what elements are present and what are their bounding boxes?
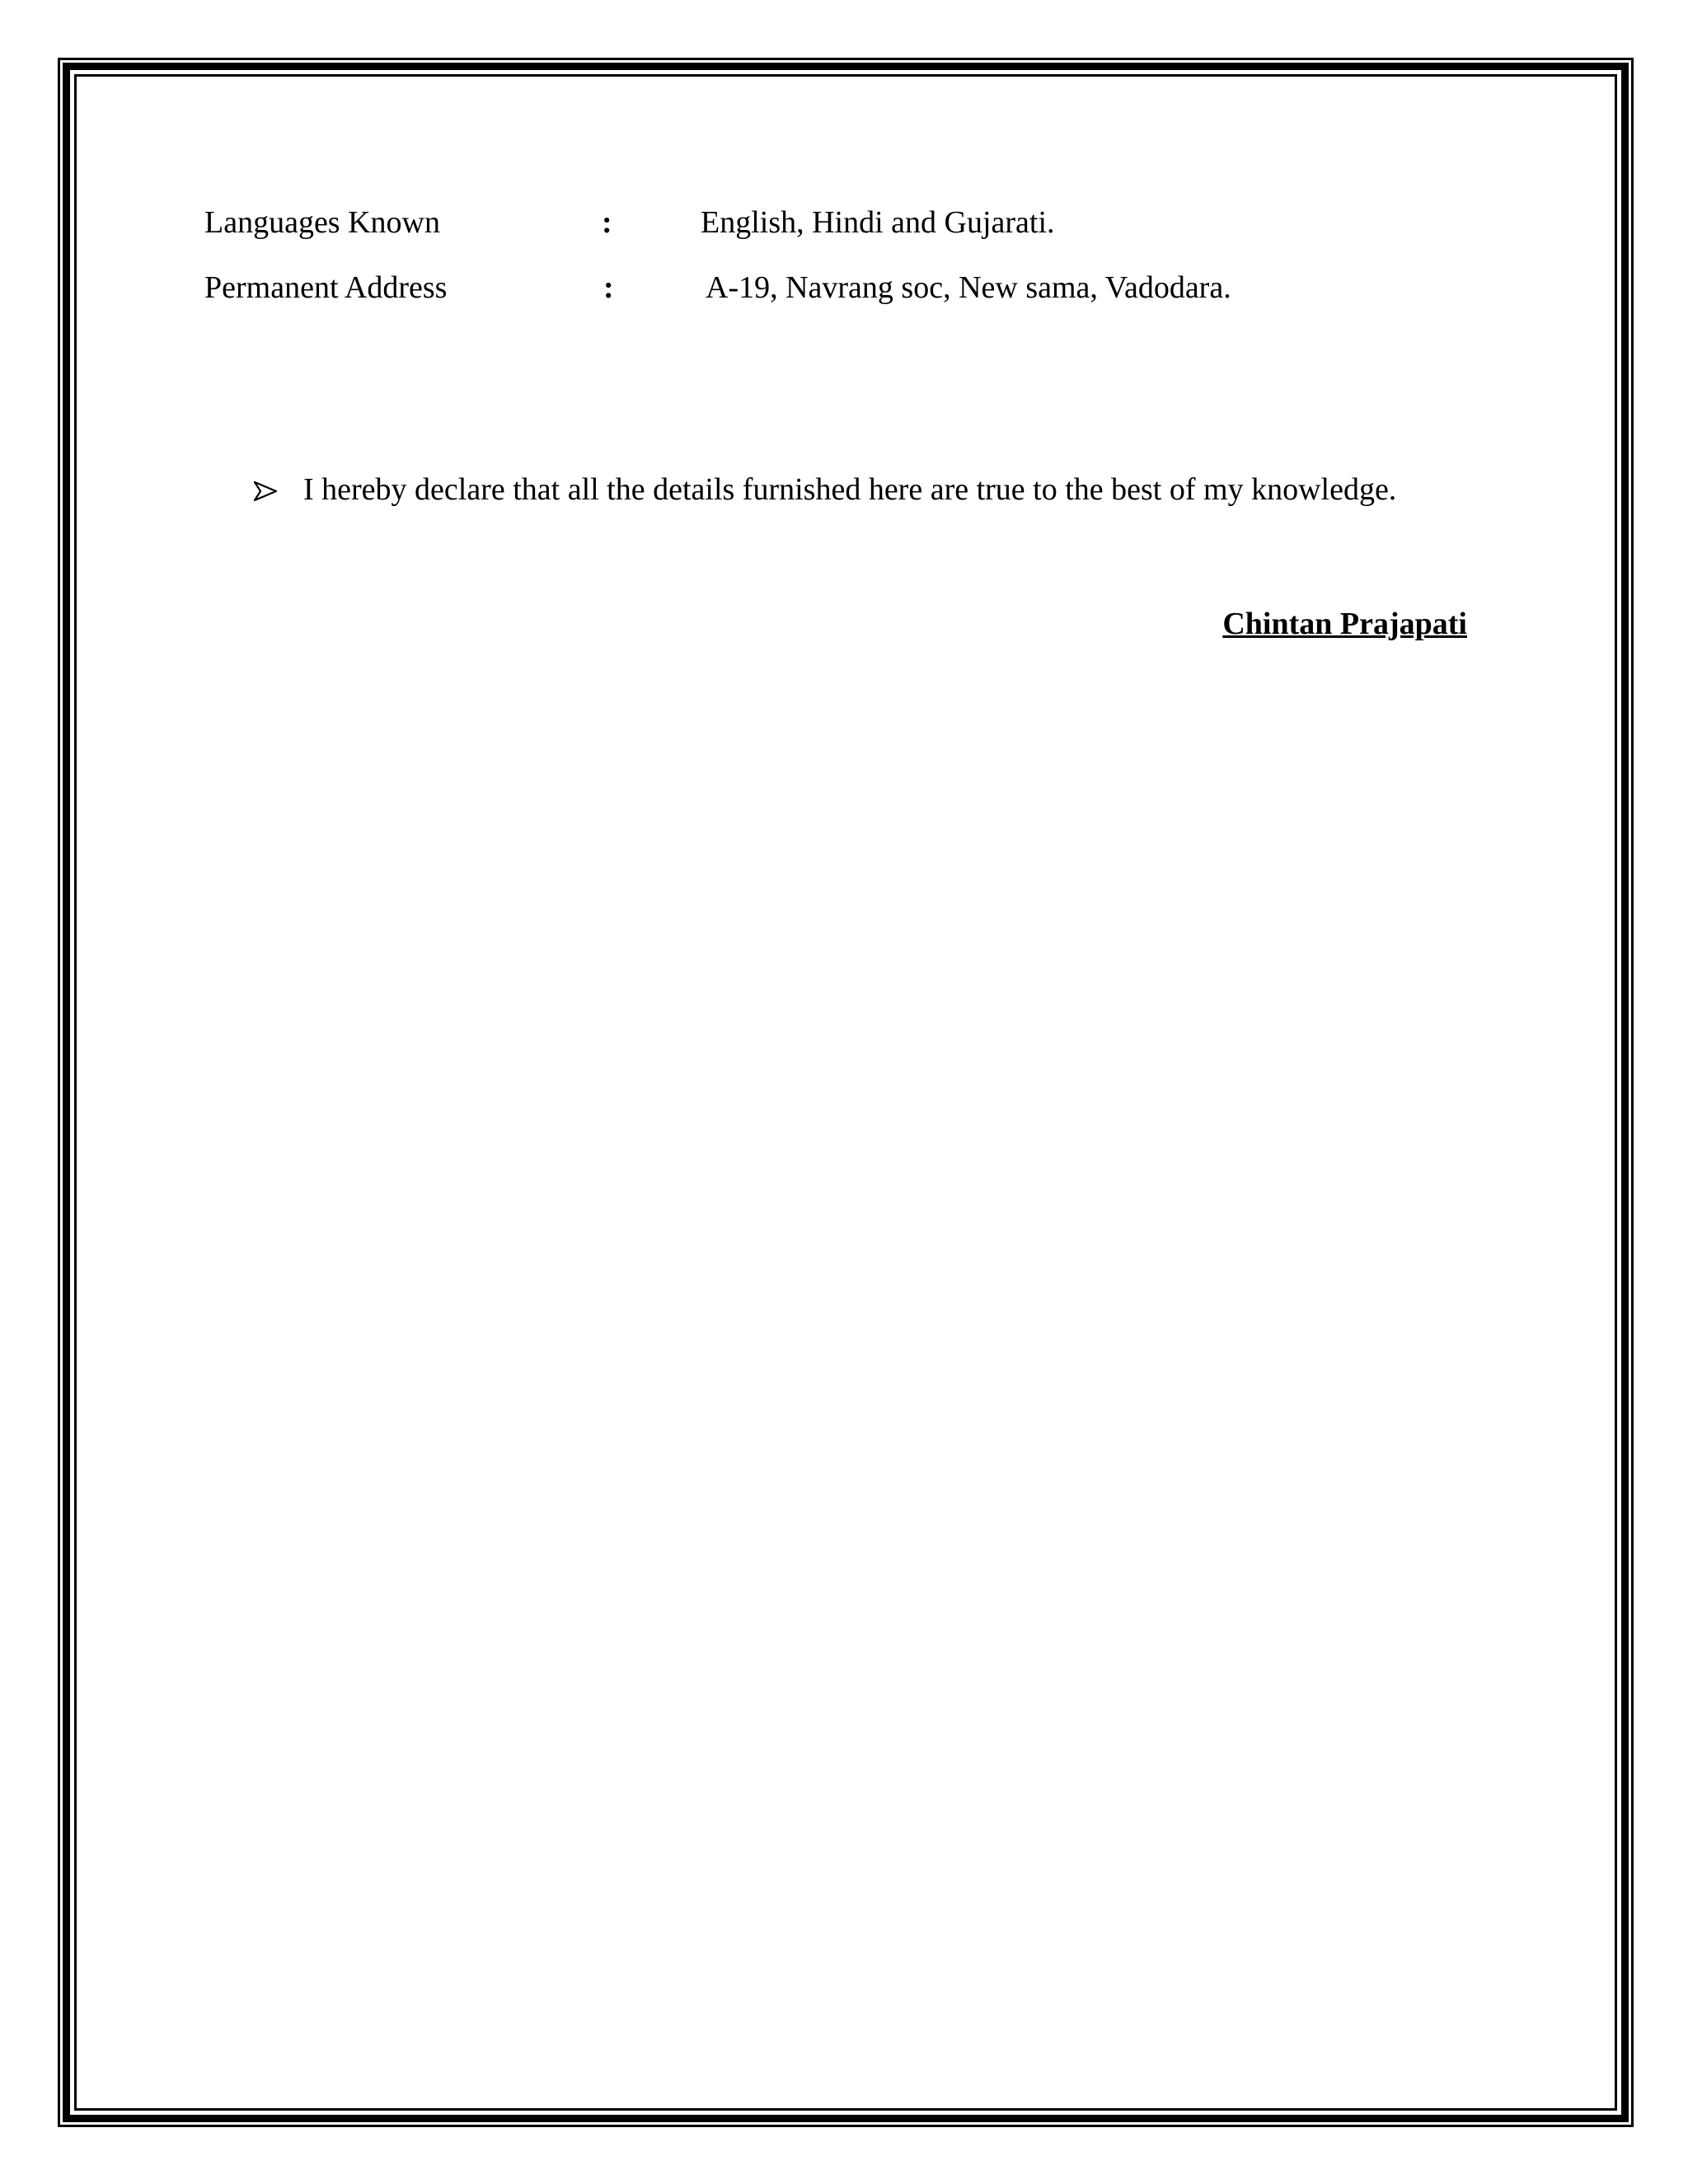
permanent-address-label: Permanent Address: [204, 270, 448, 305]
page-border-inner: [74, 74, 1617, 2111]
languages-known-value: English, Hindi and Gujarati.: [701, 205, 1055, 240]
permanent-address-separator: :: [603, 270, 614, 305]
signature-name: Chintan Prajapati: [1222, 607, 1467, 641]
declaration-text: I hereby declare that all the details furnished here are true to the best of my knowledge.: [303, 472, 1397, 507]
languages-known-separator: :: [602, 205, 612, 240]
permanent-address-value: A-19, Navrang soc, New sama, Vadodara.: [706, 270, 1231, 305]
arrowhead-bullet-icon: [254, 481, 277, 501]
languages-known-label: Languages Known: [204, 205, 440, 240]
